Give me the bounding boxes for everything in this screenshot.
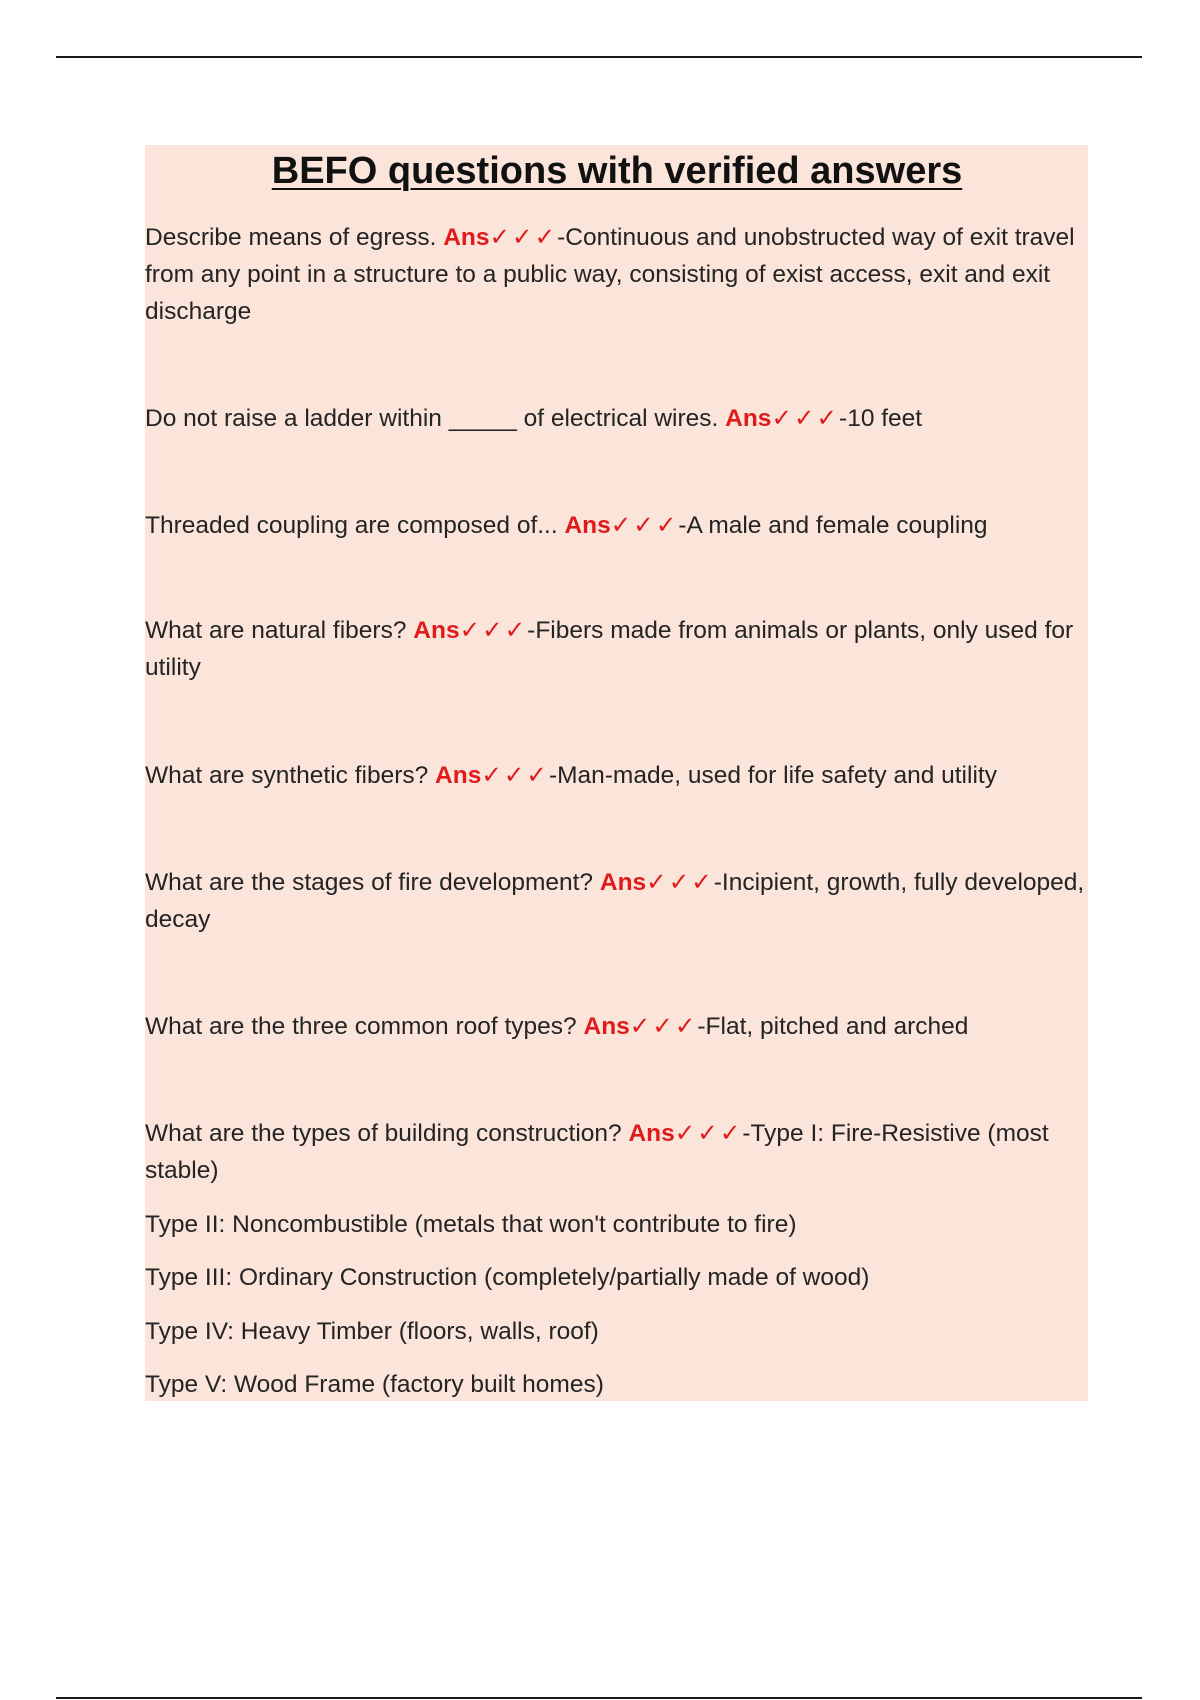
answer-text: -Fibers made from animals or plants, only used for utility xyxy=(145,617,1074,681)
qa-item-7 xyxy=(145,1008,1090,1045)
qa-item-6 xyxy=(145,864,1090,938)
qa-item-5 xyxy=(145,757,1090,794)
question-text: Threaded coupling are composed of... xyxy=(145,512,558,539)
qa-item-8 xyxy=(145,1115,1090,1189)
answer-marker: Ans xyxy=(599,869,647,896)
question-text: What are the stages of fire development? xyxy=(145,869,594,896)
answer-text: -Type I: Fire-Resistive (most stable) xyxy=(145,1120,1049,1184)
checkmark-icon: ✓✓✓ xyxy=(629,1013,698,1040)
answer-text: -Continuous and unobstructed way of exit travel from any point in a structure to a public way, consisting of exist access, exit and exit discharge xyxy=(145,224,1075,325)
checkmark-icon: ✓✓✓ xyxy=(481,762,549,789)
checkmark-icon: ✓✓✓ xyxy=(771,405,840,432)
answer-text: -Flat, pitched and arched xyxy=(697,1013,969,1040)
construction-type-line: Type V: Wood Frame (factory built homes) xyxy=(145,1371,604,1398)
document-title: BEFO questions with verified answers xyxy=(271,150,963,192)
answer-marker: Ans xyxy=(583,1013,630,1040)
qa-item-2 xyxy=(145,400,1090,437)
question-text: What are the types of building construction? xyxy=(145,1120,622,1147)
answer-text: -10 feet xyxy=(839,405,923,432)
question-text: What are natural fibers? xyxy=(145,617,407,644)
construction-type-line: Type II: Noncombustible (metals that won't contribute to fire) xyxy=(145,1211,797,1238)
question-text: What are the three common roof types? xyxy=(145,1013,577,1040)
answer-text: -Incipient, growth, fully developed, decay xyxy=(145,869,1085,933)
qa-item-4 xyxy=(145,612,1090,686)
qa-item-1 xyxy=(145,219,1090,330)
answer-marker: Ans xyxy=(628,1120,675,1147)
question-text: What are synthetic fibers? xyxy=(145,762,429,789)
checkmark-icon: ✓✓✓ xyxy=(646,869,714,896)
answer-marker: Ans xyxy=(435,762,482,789)
checkmark-icon: ✓✓✓ xyxy=(489,224,558,251)
construction-type-line: Type III: Ordinary Construction (completely/partially made of wood) xyxy=(145,1264,870,1291)
answer-marker: Ans xyxy=(725,405,772,432)
answer-marker: Ans xyxy=(443,224,490,251)
construction-type-line: Type IV: Heavy Timber (floors, walls, roof) xyxy=(145,1318,599,1345)
checkmark-icon: ✓✓✓ xyxy=(674,1120,743,1147)
answer-marker: Ans xyxy=(564,512,611,539)
question-text: Do not raise a ladder within _____ of electrical wires. xyxy=(145,405,719,432)
checkmark-icon: ✓✓✓ xyxy=(610,512,679,539)
top-rule xyxy=(56,56,1142,58)
answer-marker: Ans xyxy=(413,617,460,644)
answer-text: -A male and female coupling xyxy=(678,512,988,539)
bottom-rule xyxy=(56,1697,1142,1699)
answer-text: -Man-made, used for life safety and utility xyxy=(548,762,997,789)
qa-item-3 xyxy=(145,507,1090,544)
checkmark-icon: ✓✓✓ xyxy=(459,617,528,644)
question-text: Describe means of egress. xyxy=(145,224,437,251)
